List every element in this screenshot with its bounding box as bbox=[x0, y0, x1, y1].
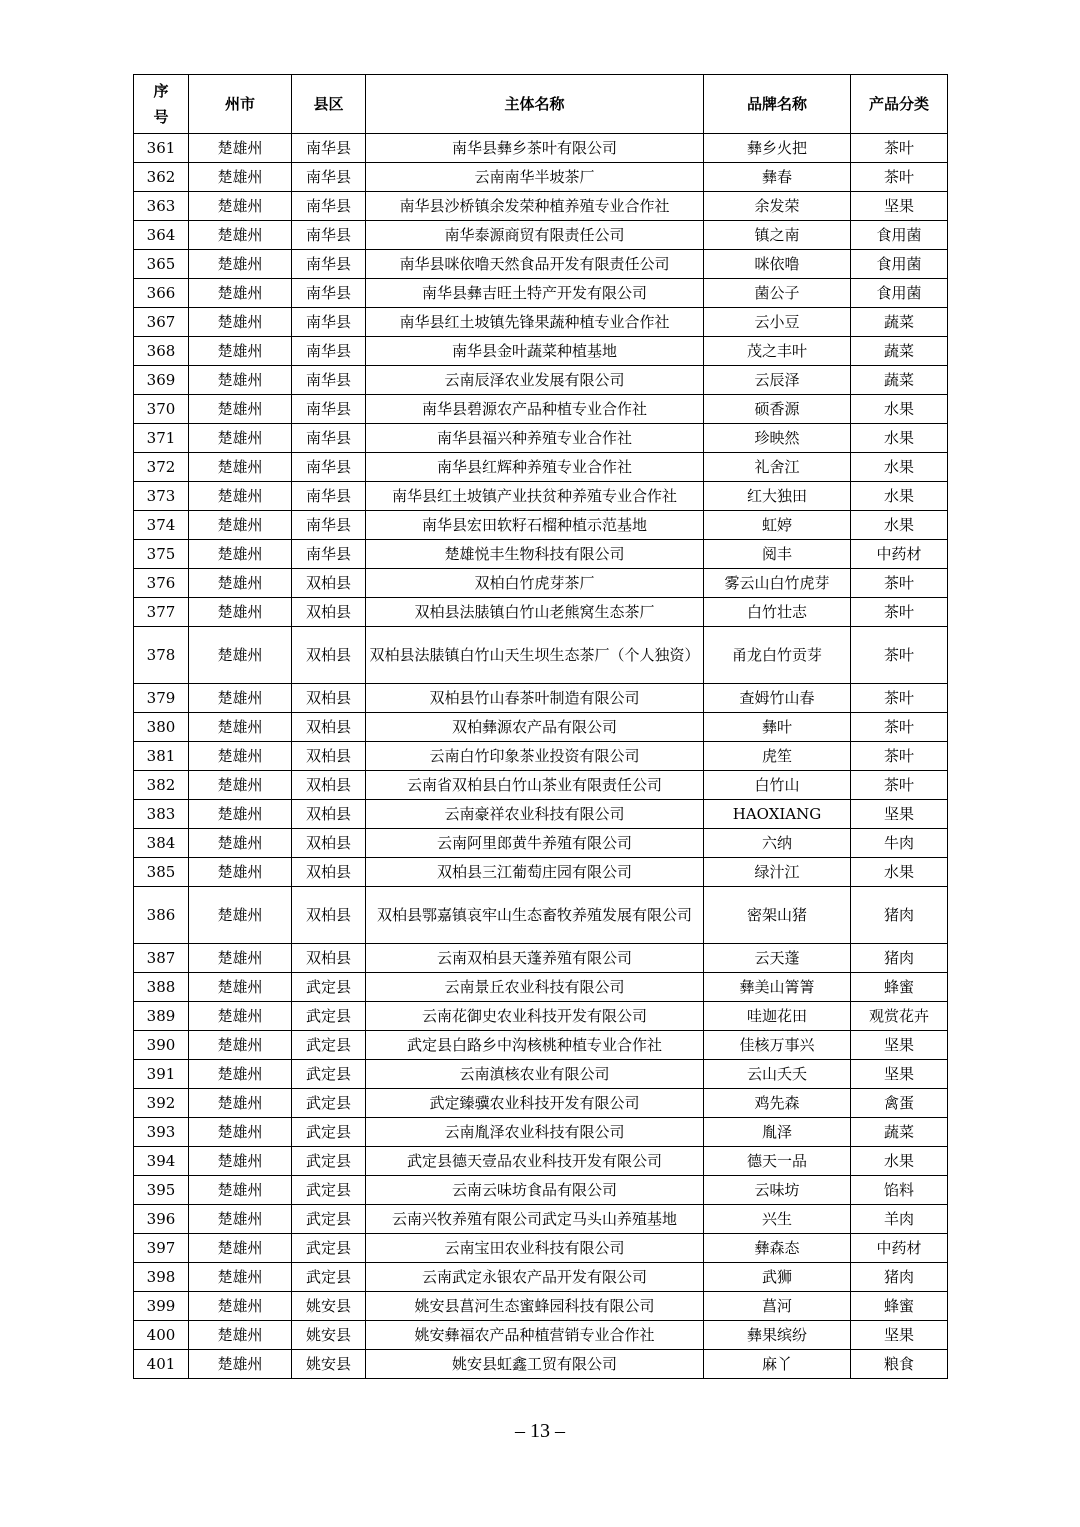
cell-city: 楚雄州 bbox=[189, 279, 292, 308]
cell-index: 397 bbox=[134, 1234, 189, 1263]
cell-index: 390 bbox=[134, 1031, 189, 1060]
cell-category: 茶叶 bbox=[851, 713, 948, 742]
cell-county: 双柏县 bbox=[292, 800, 366, 829]
cell-entity-name: 云南云味坊食品有限公司 bbox=[366, 1176, 704, 1205]
cell-category: 水果 bbox=[851, 858, 948, 887]
cell-county: 南华县 bbox=[292, 424, 366, 453]
cell-county: 武定县 bbox=[292, 1205, 366, 1234]
table-row bbox=[134, 944, 948, 973]
cell-category: 水果 bbox=[851, 511, 948, 540]
cell-entity-name: 云南省双柏县白竹山茶业有限责任公司 bbox=[366, 771, 704, 800]
cell-county: 南华县 bbox=[292, 453, 366, 482]
cell-category: 坚果 bbox=[851, 800, 948, 829]
table-row bbox=[134, 887, 948, 944]
cell-brand-name: 德天一品 bbox=[704, 1147, 851, 1176]
cell-category: 禽蛋 bbox=[851, 1089, 948, 1118]
table-row bbox=[134, 308, 948, 337]
cell-entity-name: 南华县宏田软籽石榴种植示范基地 bbox=[366, 511, 704, 540]
cell-city: 楚雄州 bbox=[189, 482, 292, 511]
cell-index: 383 bbox=[134, 800, 189, 829]
cell-county: 双柏县 bbox=[292, 887, 366, 944]
cell-brand-name: 鸡先森 bbox=[704, 1089, 851, 1118]
cell-brand-name: 礼舍江 bbox=[704, 453, 851, 482]
cell-county: 武定县 bbox=[292, 1176, 366, 1205]
cell-city: 楚雄州 bbox=[189, 1089, 292, 1118]
table-row bbox=[134, 1031, 948, 1060]
cell-city: 楚雄州 bbox=[189, 1292, 292, 1321]
cell-brand-name: 麻丫 bbox=[704, 1350, 851, 1379]
cell-entity-name: 南华县福兴种养殖专业合作社 bbox=[366, 424, 704, 453]
cell-city: 楚雄州 bbox=[189, 540, 292, 569]
cell-entity-name: 南华县红土坡镇先锋果蔬种植专业合作社 bbox=[366, 308, 704, 337]
cell-brand-name: 咪依噜 bbox=[704, 250, 851, 279]
cell-index: 391 bbox=[134, 1060, 189, 1089]
cell-city: 楚雄州 bbox=[189, 308, 292, 337]
cell-city: 楚雄州 bbox=[189, 800, 292, 829]
cell-city: 楚雄州 bbox=[189, 1205, 292, 1234]
cell-category: 茶叶 bbox=[851, 569, 948, 598]
cell-city: 楚雄州 bbox=[189, 221, 292, 250]
table-row bbox=[134, 250, 948, 279]
cell-index: 368 bbox=[134, 337, 189, 366]
cell-county: 姚安县 bbox=[292, 1292, 366, 1321]
cell-brand-name: 虎笙 bbox=[704, 742, 851, 771]
table-row bbox=[134, 163, 948, 192]
table-row bbox=[134, 771, 948, 800]
cell-brand-name: 甬龙白竹贡芽 bbox=[704, 627, 851, 684]
cell-entity-name: 武定臻骥农业科技开发有限公司 bbox=[366, 1089, 704, 1118]
cell-county: 南华县 bbox=[292, 395, 366, 424]
cell-category: 羊肉 bbox=[851, 1205, 948, 1234]
cell-brand-name: 兴生 bbox=[704, 1205, 851, 1234]
cell-entity-name: 双柏县竹山春茶叶制造有限公司 bbox=[366, 684, 704, 713]
table-row bbox=[134, 598, 948, 627]
cell-category: 坚果 bbox=[851, 1031, 948, 1060]
cell-city: 楚雄州 bbox=[189, 1031, 292, 1060]
cell-county: 武定县 bbox=[292, 973, 366, 1002]
cell-county: 南华县 bbox=[292, 337, 366, 366]
table-row bbox=[134, 337, 948, 366]
cell-county: 南华县 bbox=[292, 482, 366, 511]
cell-brand-name: 红大独田 bbox=[704, 482, 851, 511]
cell-city: 楚雄州 bbox=[189, 366, 292, 395]
cell-county: 姚安县 bbox=[292, 1350, 366, 1379]
cell-index: 364 bbox=[134, 221, 189, 250]
cell-brand-name: 哇迦花田 bbox=[704, 1002, 851, 1031]
table-row bbox=[134, 1263, 948, 1292]
table-row bbox=[134, 627, 948, 684]
cell-entity-name: 云南豪祥农业科技有限公司 bbox=[366, 800, 704, 829]
cell-city: 楚雄州 bbox=[189, 192, 292, 221]
cell-index: 392 bbox=[134, 1089, 189, 1118]
cell-index: 385 bbox=[134, 858, 189, 887]
cell-category: 食用菌 bbox=[851, 279, 948, 308]
cell-brand-name: 镇之南 bbox=[704, 221, 851, 250]
cell-brand-name: 余发荣 bbox=[704, 192, 851, 221]
cell-brand-name: 武狮 bbox=[704, 1263, 851, 1292]
cell-index: 381 bbox=[134, 742, 189, 771]
cell-index: 379 bbox=[134, 684, 189, 713]
cell-index: 396 bbox=[134, 1205, 189, 1234]
cell-index: 374 bbox=[134, 511, 189, 540]
cell-county: 南华县 bbox=[292, 250, 366, 279]
cell-county: 武定县 bbox=[292, 1031, 366, 1060]
cell-category: 茶叶 bbox=[851, 742, 948, 771]
cell-index: 367 bbox=[134, 308, 189, 337]
cell-entity-name: 云南白竹印象茶业投资有限公司 bbox=[366, 742, 704, 771]
table-row bbox=[134, 453, 948, 482]
cell-category: 坚果 bbox=[851, 1060, 948, 1089]
cell-brand-name: 茂之丰叶 bbox=[704, 337, 851, 366]
cell-brand-name: 佳核万事兴 bbox=[704, 1031, 851, 1060]
cell-entity-name: 云南花御史农业科技开发有限公司 bbox=[366, 1002, 704, 1031]
table-row bbox=[134, 1234, 948, 1263]
cell-category: 中药材 bbox=[851, 1234, 948, 1263]
cell-index: 363 bbox=[134, 192, 189, 221]
cell-county: 双柏县 bbox=[292, 829, 366, 858]
table-row bbox=[134, 829, 948, 858]
cell-category: 粮食 bbox=[851, 1350, 948, 1379]
cell-city: 楚雄州 bbox=[189, 163, 292, 192]
table-row bbox=[134, 511, 948, 540]
table-row bbox=[134, 221, 948, 250]
cell-brand-name: 雾云山白竹虎芽 bbox=[704, 569, 851, 598]
cell-index: 393 bbox=[134, 1118, 189, 1147]
cell-index: 371 bbox=[134, 424, 189, 453]
cell-category: 茶叶 bbox=[851, 771, 948, 800]
header-entity-name: 主体名称 bbox=[366, 75, 704, 134]
cell-index: 377 bbox=[134, 598, 189, 627]
table-row bbox=[134, 279, 948, 308]
cell-city: 楚雄州 bbox=[189, 887, 292, 944]
cell-category: 猪肉 bbox=[851, 887, 948, 944]
cell-county: 双柏县 bbox=[292, 627, 366, 684]
cell-brand-name: 密架山猪 bbox=[704, 887, 851, 944]
header-index: 序号 bbox=[134, 75, 189, 134]
cell-city: 楚雄州 bbox=[189, 1176, 292, 1205]
cell-category: 茶叶 bbox=[851, 684, 948, 713]
cell-city: 楚雄州 bbox=[189, 598, 292, 627]
cell-county: 武定县 bbox=[292, 1147, 366, 1176]
cell-entity-name: 南华县金叶蔬菜种植基地 bbox=[366, 337, 704, 366]
cell-county: 双柏县 bbox=[292, 713, 366, 742]
cell-category: 馅料 bbox=[851, 1176, 948, 1205]
cell-category: 蜂蜜 bbox=[851, 1292, 948, 1321]
table-row bbox=[134, 1176, 948, 1205]
cell-index: 399 bbox=[134, 1292, 189, 1321]
cell-entity-name: 双柏县法脿镇白竹山天生坝生态茶厂（个人独资） bbox=[366, 627, 704, 684]
cell-county: 武定县 bbox=[292, 1263, 366, 1292]
cell-county: 双柏县 bbox=[292, 944, 366, 973]
cell-index: 382 bbox=[134, 771, 189, 800]
cell-entity-name: 南华县彝乡茶叶有限公司 bbox=[366, 134, 704, 163]
table-row bbox=[134, 684, 948, 713]
cell-index: 369 bbox=[134, 366, 189, 395]
cell-category: 食用菌 bbox=[851, 250, 948, 279]
cell-entity-name: 武定县德天壹品农业科技开发有限公司 bbox=[366, 1147, 704, 1176]
cell-category: 坚果 bbox=[851, 1321, 948, 1350]
table-row bbox=[134, 134, 948, 163]
cell-entity-name: 南华县咪依噜天然食品开发有限责任公司 bbox=[366, 250, 704, 279]
cell-category: 水果 bbox=[851, 395, 948, 424]
cell-brand-name: 胤泽 bbox=[704, 1118, 851, 1147]
cell-entity-name: 云南滇核农业有限公司 bbox=[366, 1060, 704, 1089]
cell-category: 水果 bbox=[851, 453, 948, 482]
cell-index: 372 bbox=[134, 453, 189, 482]
cell-brand-name: 六纳 bbox=[704, 829, 851, 858]
cell-entity-name: 双柏县法脿镇白竹山老熊窝生态茶厂 bbox=[366, 598, 704, 627]
cell-county: 武定县 bbox=[292, 1002, 366, 1031]
cell-county: 武定县 bbox=[292, 1234, 366, 1263]
table-row bbox=[134, 424, 948, 453]
header-county: 县区 bbox=[292, 75, 366, 134]
cell-index: 366 bbox=[134, 279, 189, 308]
header-city: 州市 bbox=[189, 75, 292, 134]
table-row bbox=[134, 1205, 948, 1234]
cell-entity-name: 云南胤泽农业科技有限公司 bbox=[366, 1118, 704, 1147]
cell-city: 楚雄州 bbox=[189, 569, 292, 598]
cell-entity-name: 双柏县三江葡萄庄园有限公司 bbox=[366, 858, 704, 887]
cell-brand-name: HAOXIANG bbox=[704, 800, 851, 829]
cell-index: 365 bbox=[134, 250, 189, 279]
cell-category: 蔬菜 bbox=[851, 308, 948, 337]
table-row bbox=[134, 1118, 948, 1147]
cell-brand-name: 彝森态 bbox=[704, 1234, 851, 1263]
product-brand-table bbox=[133, 74, 948, 1379]
cell-entity-name: 姚安县虹鑫工贸有限公司 bbox=[366, 1350, 704, 1379]
table-row bbox=[134, 540, 948, 569]
table-row bbox=[134, 482, 948, 511]
cell-entity-name: 双柏彝源农产品有限公司 bbox=[366, 713, 704, 742]
cell-category: 茶叶 bbox=[851, 163, 948, 192]
table-row bbox=[134, 858, 948, 887]
cell-county: 双柏县 bbox=[292, 569, 366, 598]
cell-county: 南华县 bbox=[292, 308, 366, 337]
cell-county: 双柏县 bbox=[292, 858, 366, 887]
cell-city: 楚雄州 bbox=[189, 1263, 292, 1292]
table-header-row bbox=[134, 75, 948, 134]
cell-category: 蔬菜 bbox=[851, 366, 948, 395]
cell-county: 双柏县 bbox=[292, 684, 366, 713]
cell-entity-name: 南华县红辉种养殖专业合作社 bbox=[366, 453, 704, 482]
cell-category: 牛肉 bbox=[851, 829, 948, 858]
cell-index: 362 bbox=[134, 163, 189, 192]
cell-county: 双柏县 bbox=[292, 742, 366, 771]
cell-county: 南华县 bbox=[292, 192, 366, 221]
cell-city: 楚雄州 bbox=[189, 1118, 292, 1147]
cell-category: 坚果 bbox=[851, 192, 948, 221]
table-row bbox=[134, 192, 948, 221]
cell-index: 375 bbox=[134, 540, 189, 569]
cell-category: 蜂蜜 bbox=[851, 973, 948, 1002]
cell-index: 386 bbox=[134, 887, 189, 944]
cell-city: 楚雄州 bbox=[189, 1350, 292, 1379]
table-row bbox=[134, 1292, 948, 1321]
cell-county: 姚安县 bbox=[292, 1321, 366, 1350]
cell-county: 南华县 bbox=[292, 163, 366, 192]
cell-city: 楚雄州 bbox=[189, 858, 292, 887]
cell-entity-name: 姚安县菖河生态蜜蜂园科技有限公司 bbox=[366, 1292, 704, 1321]
cell-category: 猪肉 bbox=[851, 944, 948, 973]
cell-entity-name: 姚安彝福农产品种植营销专业合作社 bbox=[366, 1321, 704, 1350]
cell-index: 395 bbox=[134, 1176, 189, 1205]
cell-entity-name: 云南南华半坡茶厂 bbox=[366, 163, 704, 192]
cell-index: 361 bbox=[134, 134, 189, 163]
cell-entity-name: 楚雄悦丰生物科技有限公司 bbox=[366, 540, 704, 569]
cell-city: 楚雄州 bbox=[189, 1321, 292, 1350]
cell-city: 楚雄州 bbox=[189, 511, 292, 540]
table-row bbox=[134, 1060, 948, 1089]
cell-entity-name: 云南阿里郎黄牛养殖有限公司 bbox=[366, 829, 704, 858]
cell-category: 中药材 bbox=[851, 540, 948, 569]
cell-index: 400 bbox=[134, 1321, 189, 1350]
cell-brand-name: 绿汁江 bbox=[704, 858, 851, 887]
cell-entity-name: 南华县碧源农产品种植专业合作社 bbox=[366, 395, 704, 424]
cell-index: 398 bbox=[134, 1263, 189, 1292]
cell-brand-name: 彝叶 bbox=[704, 713, 851, 742]
cell-entity-name: 双柏白竹虎芽茶厂 bbox=[366, 569, 704, 598]
table-body bbox=[134, 134, 948, 1379]
table-row bbox=[134, 366, 948, 395]
cell-brand-name: 阅丰 bbox=[704, 540, 851, 569]
cell-index: 370 bbox=[134, 395, 189, 424]
cell-category: 茶叶 bbox=[851, 627, 948, 684]
page-number: – 13 – bbox=[515, 1420, 565, 1442]
cell-index: 378 bbox=[134, 627, 189, 684]
cell-category: 猪肉 bbox=[851, 1263, 948, 1292]
cell-index: 389 bbox=[134, 1002, 189, 1031]
cell-city: 楚雄州 bbox=[189, 771, 292, 800]
cell-index: 401 bbox=[134, 1350, 189, 1379]
cell-county: 南华县 bbox=[292, 279, 366, 308]
cell-county: 南华县 bbox=[292, 366, 366, 395]
cell-city: 楚雄州 bbox=[189, 453, 292, 482]
cell-city: 楚雄州 bbox=[189, 713, 292, 742]
cell-category: 水果 bbox=[851, 482, 948, 511]
cell-county: 南华县 bbox=[292, 540, 366, 569]
cell-index: 394 bbox=[134, 1147, 189, 1176]
table-row bbox=[134, 713, 948, 742]
cell-city: 楚雄州 bbox=[189, 973, 292, 1002]
table-row bbox=[134, 395, 948, 424]
cell-city: 楚雄州 bbox=[189, 395, 292, 424]
cell-brand-name: 彝春 bbox=[704, 163, 851, 192]
cell-brand-name: 彝美山箐箐 bbox=[704, 973, 851, 1002]
cell-county: 武定县 bbox=[292, 1118, 366, 1147]
cell-brand-name: 白竹壮志 bbox=[704, 598, 851, 627]
cell-entity-name: 南华县红土坡镇产业扶贫种养殖专业合作社 bbox=[366, 482, 704, 511]
cell-brand-name: 菖河 bbox=[704, 1292, 851, 1321]
cell-city: 楚雄州 bbox=[189, 1002, 292, 1031]
cell-entity-name: 云南双柏县天蓬养殖有限公司 bbox=[366, 944, 704, 973]
cell-entity-name: 南华泰源商贸有限责任公司 bbox=[366, 221, 704, 250]
table-row bbox=[134, 1350, 948, 1379]
cell-entity-name: 武定县白路乡中沟核桃种植专业合作社 bbox=[366, 1031, 704, 1060]
cell-index: 387 bbox=[134, 944, 189, 973]
cell-index: 384 bbox=[134, 829, 189, 858]
cell-brand-name: 彝果缤纷 bbox=[704, 1321, 851, 1350]
cell-county: 双柏县 bbox=[292, 771, 366, 800]
cell-county: 南华县 bbox=[292, 511, 366, 540]
cell-brand-name: 彝乡火把 bbox=[704, 134, 851, 163]
cell-category: 蔬菜 bbox=[851, 337, 948, 366]
cell-city: 楚雄州 bbox=[189, 134, 292, 163]
cell-city: 楚雄州 bbox=[189, 250, 292, 279]
table-row bbox=[134, 1089, 948, 1118]
cell-brand-name: 白竹山 bbox=[704, 771, 851, 800]
cell-category: 蔬菜 bbox=[851, 1118, 948, 1147]
cell-entity-name: 云南景丘农业科技有限公司 bbox=[366, 973, 704, 1002]
cell-brand-name: 查姆竹山春 bbox=[704, 684, 851, 713]
cell-entity-name: 云南兴牧养殖有限公司武定马头山养殖基地 bbox=[366, 1205, 704, 1234]
cell-entity-name: 云南辰泽农业发展有限公司 bbox=[366, 366, 704, 395]
cell-index: 380 bbox=[134, 713, 189, 742]
cell-brand-name: 云味坊 bbox=[704, 1176, 851, 1205]
cell-brand-name: 虹婷 bbox=[704, 511, 851, 540]
cell-city: 楚雄州 bbox=[189, 829, 292, 858]
cell-brand-name: 菌公子 bbox=[704, 279, 851, 308]
cell-index: 388 bbox=[134, 973, 189, 1002]
cell-county: 双柏县 bbox=[292, 598, 366, 627]
cell-city: 楚雄州 bbox=[189, 1234, 292, 1263]
table-row bbox=[134, 1321, 948, 1350]
cell-index: 373 bbox=[134, 482, 189, 511]
table-row bbox=[134, 1002, 948, 1031]
table-row bbox=[134, 973, 948, 1002]
cell-city: 楚雄州 bbox=[189, 684, 292, 713]
table-row bbox=[134, 800, 948, 829]
cell-category: 茶叶 bbox=[851, 134, 948, 163]
cell-city: 楚雄州 bbox=[189, 944, 292, 973]
cell-county: 南华县 bbox=[292, 134, 366, 163]
cell-city: 楚雄州 bbox=[189, 337, 292, 366]
cell-entity-name: 云南武定永银农产品开发有限公司 bbox=[366, 1263, 704, 1292]
cell-category: 水果 bbox=[851, 424, 948, 453]
cell-index: 376 bbox=[134, 569, 189, 598]
cell-city: 楚雄州 bbox=[189, 1147, 292, 1176]
cell-category: 水果 bbox=[851, 1147, 948, 1176]
table-row bbox=[134, 742, 948, 771]
cell-brand-name: 云辰泽 bbox=[704, 366, 851, 395]
cell-brand-name: 珍映然 bbox=[704, 424, 851, 453]
cell-county: 武定县 bbox=[292, 1060, 366, 1089]
cell-category: 观赏花卉 bbox=[851, 1002, 948, 1031]
cell-entity-name: 云南宝田农业科技有限公司 bbox=[366, 1234, 704, 1263]
cell-entity-name: 双柏县鄂嘉镇哀牢山生态畜牧养殖发展有限公司 bbox=[366, 887, 704, 944]
header-brand-name: 品牌名称 bbox=[704, 75, 851, 134]
cell-brand-name: 云天蓬 bbox=[704, 944, 851, 973]
header-category: 产品分类 bbox=[851, 75, 948, 134]
cell-city: 楚雄州 bbox=[189, 627, 292, 684]
cell-city: 楚雄州 bbox=[189, 742, 292, 771]
cell-entity-name: 南华县彝吉旺土特产开发有限公司 bbox=[366, 279, 704, 308]
cell-entity-name: 南华县沙桥镇余发荣种植养殖专业合作社 bbox=[366, 192, 704, 221]
table-row bbox=[134, 1147, 948, 1176]
cell-city: 楚雄州 bbox=[189, 1060, 292, 1089]
cell-brand-name: 云山夭夭 bbox=[704, 1060, 851, 1089]
cell-category: 食用菌 bbox=[851, 221, 948, 250]
cell-brand-name: 硕香源 bbox=[704, 395, 851, 424]
cell-county: 南华县 bbox=[292, 221, 366, 250]
cell-city: 楚雄州 bbox=[189, 424, 292, 453]
cell-category: 茶叶 bbox=[851, 598, 948, 627]
table-row bbox=[134, 569, 948, 598]
cell-county: 武定县 bbox=[292, 1089, 366, 1118]
cell-brand-name: 云小豆 bbox=[704, 308, 851, 337]
